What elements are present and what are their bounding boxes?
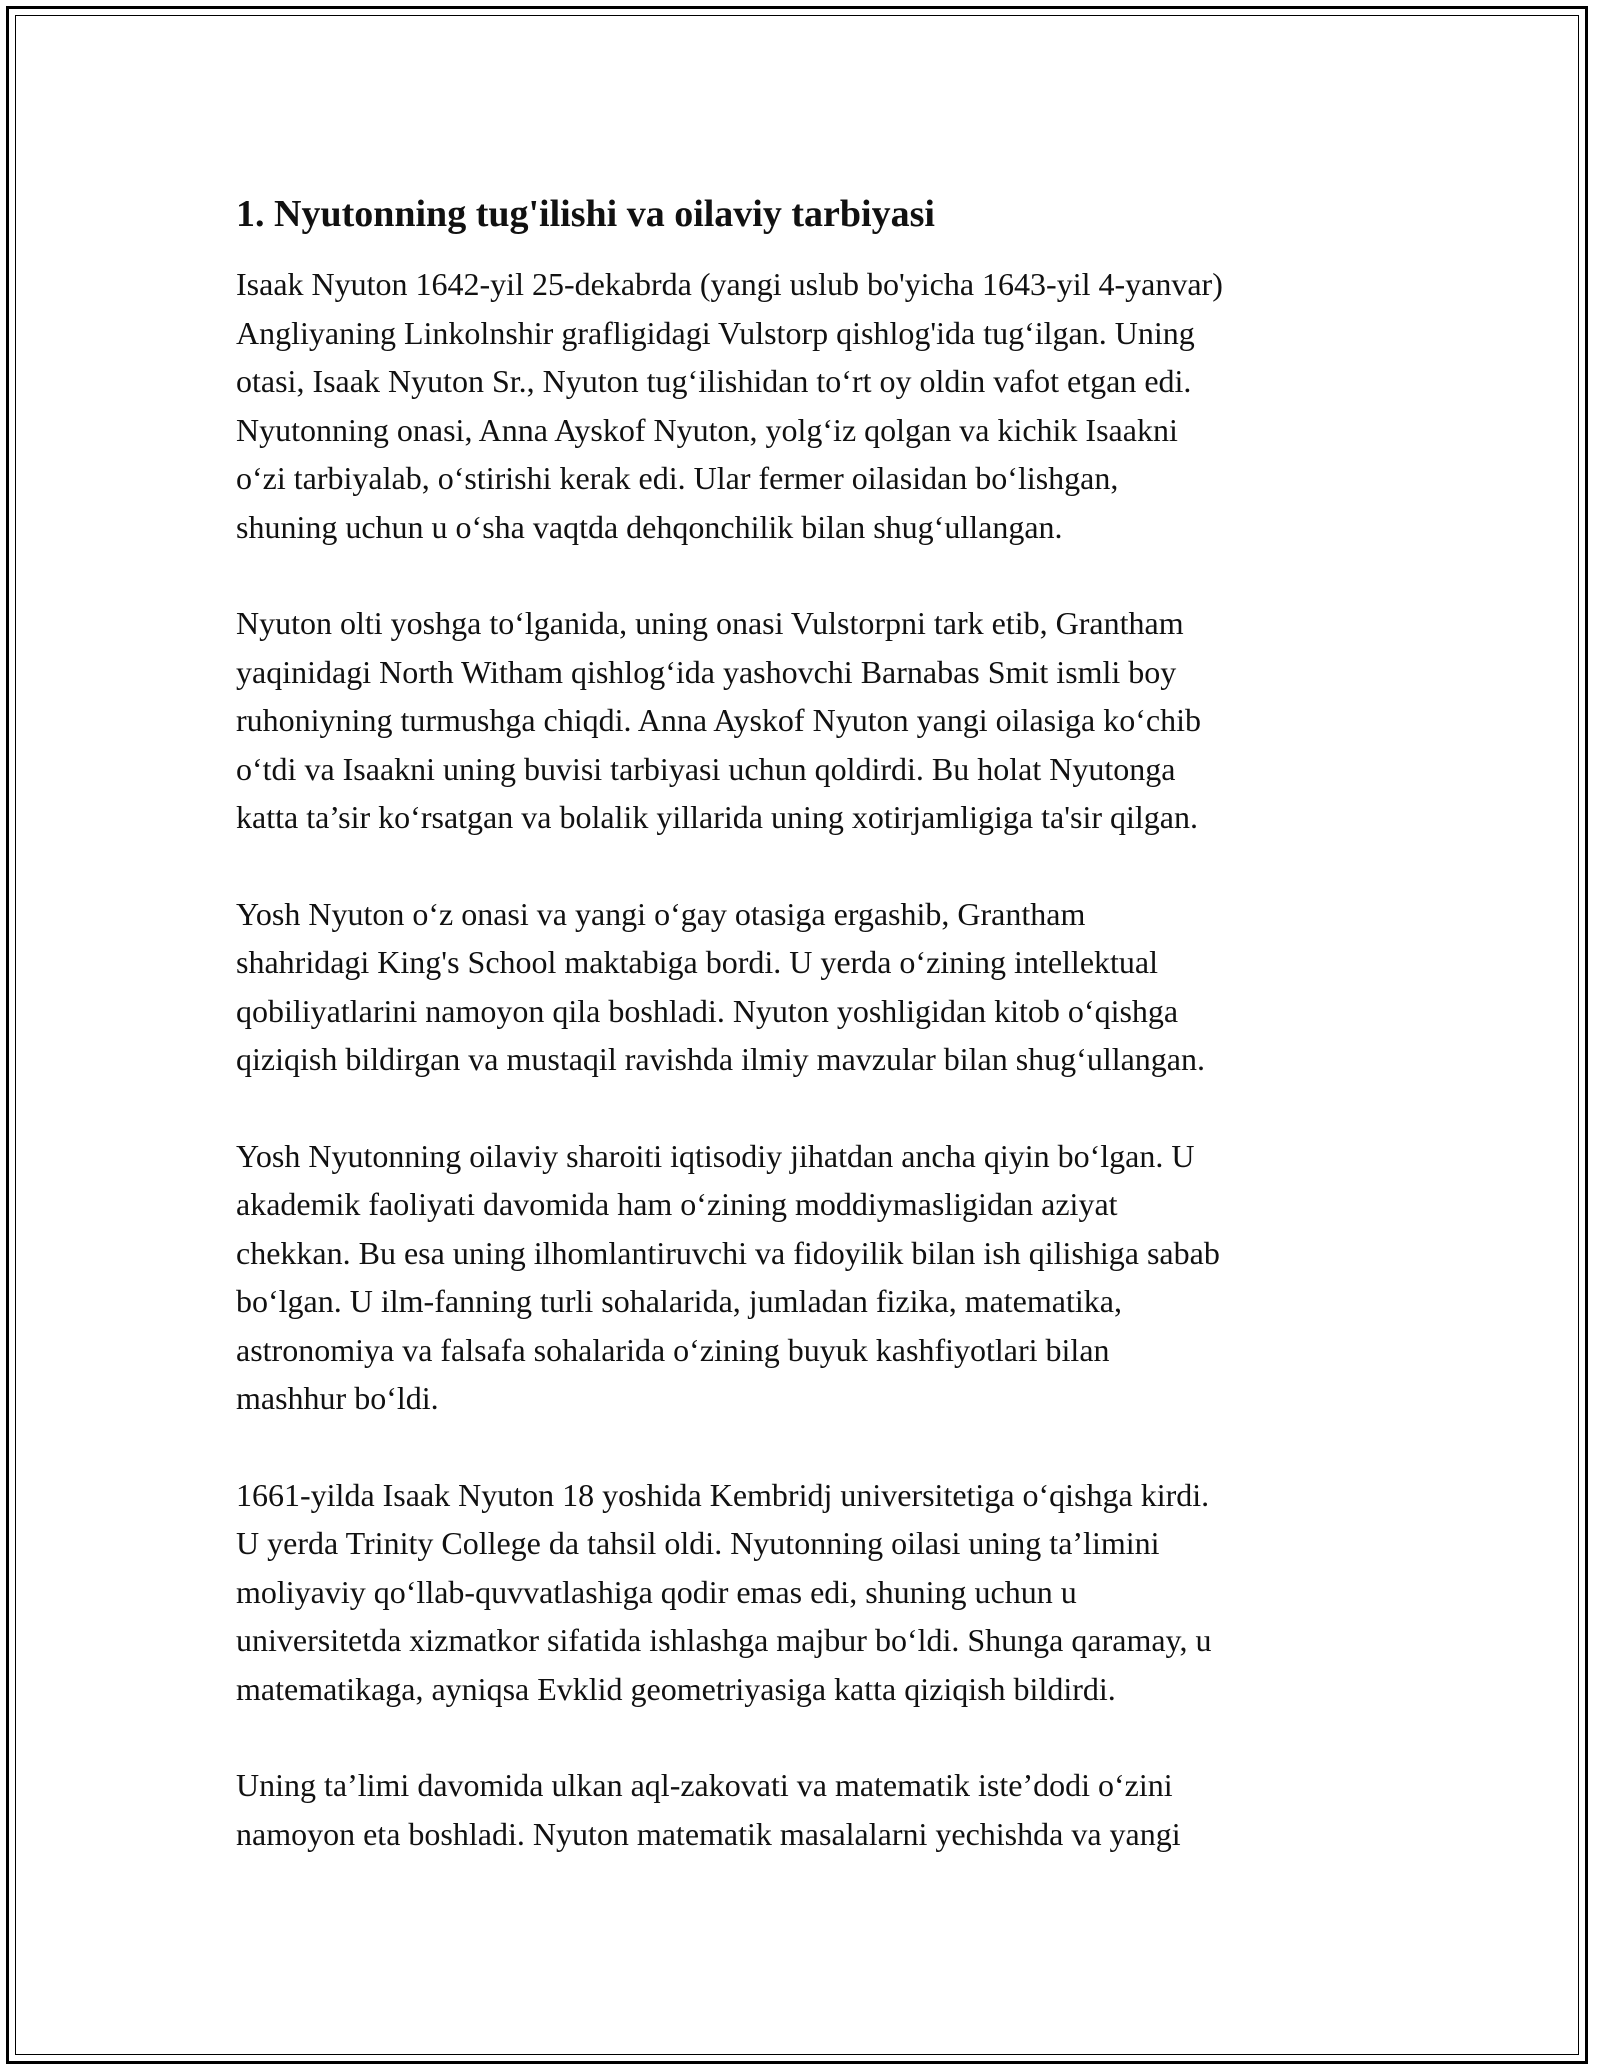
paragraph-birth xyxy=(236,260,1386,551)
text-line: bo‘lgan. U ilm-fanning turli sohalarida, jumladan fizika, matematika, xyxy=(236,1283,1122,1319)
text-line: matematikaga, ayniqsa Evklid geometriyasiga katta qiziqish bildirdi. xyxy=(236,1670,1116,1707)
text-line: chekkan. Bu esa uning ilhomlantiruvchi va fidoyilik bilan ish qilishiga sabab xyxy=(236,1234,1220,1271)
text-line: Angliyaning Linkolnshir grafligidagi Vulstorp qishlog'ida tug‘ilgan. Uning xyxy=(236,314,1195,351)
text-line: Isaak Nyuton 1642-yil 25-dekabrda (yangi uslub bo'yicha 1643-yil 4-yanvar) xyxy=(236,266,1223,302)
paragraph-family-conditions xyxy=(236,1132,1386,1423)
text-line: Yosh Nyutonning oilaviy sharoiti iqtisodiy jihatdan ancha qiyin bo‘lgan. U xyxy=(236,1137,1195,1174)
text-line: 1661-yilda Isaak Nyuton 18 yoshida Kembridj universitetiga o‘qishga kirdi. xyxy=(236,1476,1210,1513)
paragraph-cambridge xyxy=(236,1471,1386,1714)
text-line: qiziqish bildirgan va mustaqil ravishda ilmiy mavzular bilan shug‘ullangan. xyxy=(236,1041,1205,1077)
text-line: astronomiya va falsafa sohalarida o‘zining buyuk kashfiyotlari bilan xyxy=(236,1331,1110,1368)
text-line: namoyon eta boshladi. Nyuton matematik masalalarni yechishda va yangi xyxy=(236,1815,1181,1852)
section-heading: 1. Nyutonning tug'ilishi va oilaviy tarbiyasi xyxy=(236,193,935,235)
text-line: katta ta’sir ko‘rsatgan va bolalik yillarida uning xotirjamligiga ta'sir qilgan. xyxy=(236,799,1198,835)
text-line: Uning ta’limi davomida ulkan aql-zakovati va matematik iste’dodi o‘zini xyxy=(236,1767,1173,1803)
text-line: mashhur bo‘ldi. xyxy=(236,1380,439,1416)
paragraph-childhood xyxy=(236,599,1386,842)
document-body xyxy=(236,186,1386,1906)
text-line: shahridagi King's School maktabiga bordi. U yerda o‘zining intellektual xyxy=(236,944,1158,980)
text-line: U yerda Trinity College da tahsil oldi. Nyutonning oilasi uning ta’limini xyxy=(236,1525,1160,1561)
text-line: yaqinidagi North Witham qishlog‘ida yashovchi Barnabas Smit ismli boy xyxy=(236,653,1177,690)
text-line: Nyutonning onasi, Anna Ayskof Nyuton, yolg‘iz qolgan va kichik Isaakni xyxy=(236,411,1178,448)
text-line: moliyaviy qo‘llab-quvvatlashiga qodir emas edi, shuning uchun u xyxy=(236,1573,1077,1610)
text-line: Nyuton olti yoshga to‘lganida, uning onasi Vulstorpni tark etib, Grantham xyxy=(236,605,1184,641)
text-line: ruhoniyning turmushga chiqdi. Anna Ayskof Nyuton yangi oilasiga ko‘chib xyxy=(236,702,1201,738)
paragraph-school xyxy=(236,890,1386,1084)
text-line: o‘zi tarbiyalab, o‘stirishi kerak edi. Ular fermer oilasidan bo‘lishgan, xyxy=(236,460,1119,496)
paragraph-education-talent xyxy=(236,1761,1386,1858)
text-line: shuning uchun u o‘sha vaqtda dehqonchilik bilan shug‘ullangan. xyxy=(236,508,1063,545)
text-line: universitetda xizmatkor sifatida ishlashga majbur bo‘ldi. Shunga qaramay, u xyxy=(236,1622,1212,1658)
text-line: qobiliyatlarini namoyon qila boshladi. Nyuton yoshligidan kitob o‘qishga xyxy=(236,992,1179,1029)
text-line: Yosh Nyuton o‘z onasi va yangi o‘gay otasiga ergashib, Grantham xyxy=(236,895,1086,932)
text-line: akademik faoliyati davomida ham o‘zining moddiymasligidan aziyat xyxy=(236,1186,1118,1222)
text-line: o‘tdi va Isaakni uning buvisi tarbiyasi uchun qoldirdi. Bu holat Nyutonga xyxy=(236,750,1176,787)
text-line: otasi, Isaak Nyuton Sr., Nyuton tug‘ilishidan to‘rt oy oldin vafot etgan edi. xyxy=(236,363,1192,399)
